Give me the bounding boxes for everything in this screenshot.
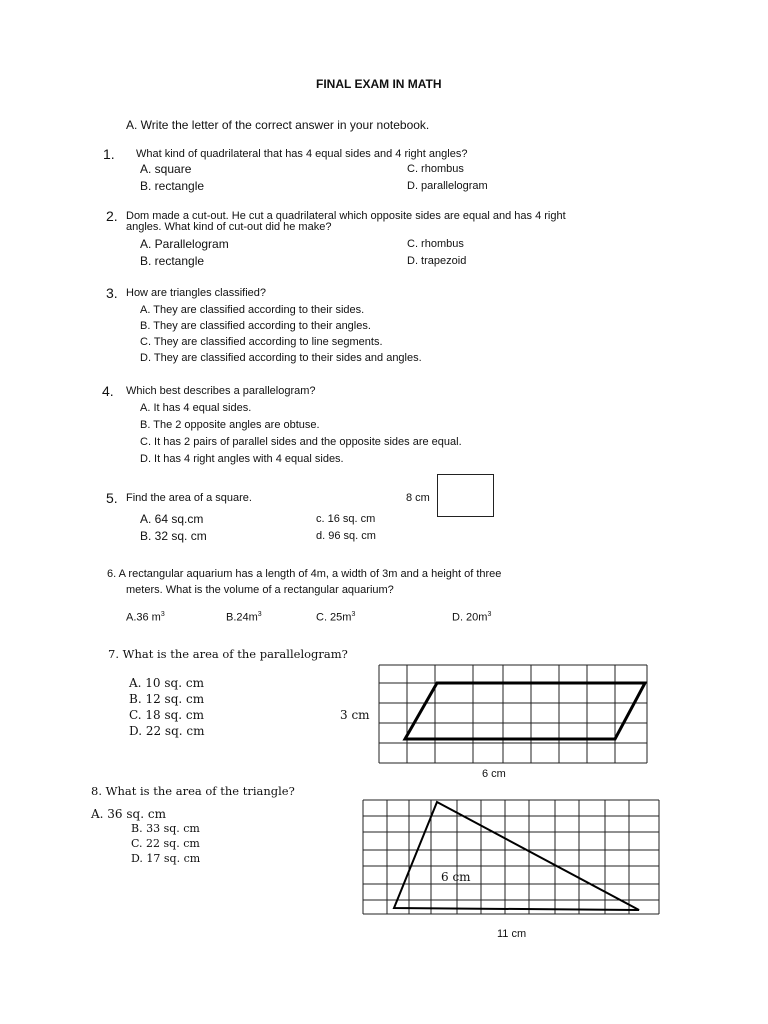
- q8-option-c: C. 22 sq. cm: [131, 837, 200, 850]
- q7-option-b: B. 12 sq. cm: [129, 692, 205, 706]
- q2-text-line1: Dom made a cut-out. He cut a quadrilateral which opposite sides are equal and has 4 right: [126, 210, 566, 222]
- q2-option-d: D. trapezoid: [407, 255, 467, 267]
- q3-option-b: B. They are classified according to their angles.: [140, 320, 371, 332]
- q2-option-b: B. rectangle: [140, 254, 205, 268]
- q2-option-a: A. Parallelogram: [140, 237, 229, 251]
- page-title: FINAL EXAM IN MATH: [316, 77, 442, 91]
- q4-number: 4.: [102, 383, 114, 399]
- q5-side-label: 8 cm: [406, 492, 430, 504]
- q1-number: 1.: [103, 146, 115, 162]
- q5-option-c: c. 16 sq. cm: [316, 513, 376, 525]
- q7-option-d: D. 22 sq. cm: [129, 724, 205, 738]
- q5-option-a: A. 64 sq.cm: [140, 512, 204, 526]
- q8-option-d: D. 17 sq. cm: [131, 852, 201, 865]
- q1-option-a: A. square: [140, 162, 192, 176]
- q8-base-label: 11 cm: [497, 928, 527, 940]
- q6-option-d: D. $20m^3$: [452, 611, 492, 624]
- q3-option-c: C. They are classified according to line segments.: [140, 336, 383, 348]
- q8-triangle-grid: [361, 798, 661, 918]
- q1-option-b: B. rectangle: [140, 179, 205, 193]
- q8-text: 8. What is the area of the triangle?: [91, 784, 295, 798]
- q1-option-d: D. parallelogram: [407, 180, 488, 192]
- q7-option-c: C. 18 sq. cm: [129, 708, 205, 722]
- q7-parallelogram-shape: [405, 683, 645, 739]
- q1-option-c: C. rhombus: [407, 163, 464, 175]
- q7-option-a: A. 10 sq. cm: [129, 676, 204, 690]
- q7-height-label: 3 cm: [340, 708, 370, 722]
- q2-option-c: C. rhombus: [407, 238, 464, 250]
- q2-text-line2: angles. What kind of cut-out did he make?: [126, 221, 332, 233]
- q6-option-a: A.36 $m^3$: [126, 611, 165, 624]
- q2-number: 2.: [106, 208, 118, 224]
- q5-option-d: d. 96 sq. cm: [316, 530, 376, 542]
- q3-option-d: D. They are classified according to their sides and angles.: [140, 352, 422, 364]
- q4-option-a: A. It has 4 equal sides.: [140, 402, 252, 414]
- q1-text: What kind of quadrilateral that has 4 equal sides and 4 right angles?: [136, 148, 468, 160]
- q6-option-b: $B.24m^3$: [226, 611, 262, 624]
- q7-text: 7. What is the area of the parallelogram?: [108, 647, 348, 661]
- q5-option-b: B. 32 sq. cm: [140, 529, 207, 543]
- q4-text: Which best describes a parallelogram?: [126, 385, 316, 397]
- q4-option-d: D. It has 4 right angles with 4 equal sides.: [140, 453, 344, 465]
- q3-text: How are triangles classified?: [126, 287, 267, 299]
- q3-number: 3.: [106, 285, 118, 301]
- q5-square-figure: [437, 474, 494, 517]
- q4-option-b: B. The 2 opposite angles are obtuse.: [140, 419, 320, 431]
- section-instruction: A. Write the letter of the correct answer in your notebook.: [126, 118, 430, 132]
- q6-text-line1: 6. A rectangular aquarium has a length of 4m, a width of 3m and a height of three: [107, 568, 502, 580]
- q8-option-a: A. 36 sq. cm: [91, 807, 166, 821]
- q3-option-a: A. They are classified according to their sides.: [140, 304, 365, 316]
- q4-option-c: C. It has 2 pairs of parallel sides and the opposite sides are equal.: [140, 436, 462, 448]
- q5-number: 5.: [106, 490, 118, 506]
- q6-option-c: C. $25m^3$: [316, 611, 356, 624]
- q7-base-label: 6 cm: [482, 768, 506, 780]
- q8-inner-label: 6 cm: [441, 870, 471, 884]
- q8-option-b: B. 33 sq. cm: [131, 822, 200, 835]
- q5-text: Find the area of a square.: [126, 492, 252, 504]
- q6-text-line2: meters. What is the volume of a rectangular aquarium?: [126, 584, 394, 596]
- q7-parallelogram-grid: [377, 663, 652, 768]
